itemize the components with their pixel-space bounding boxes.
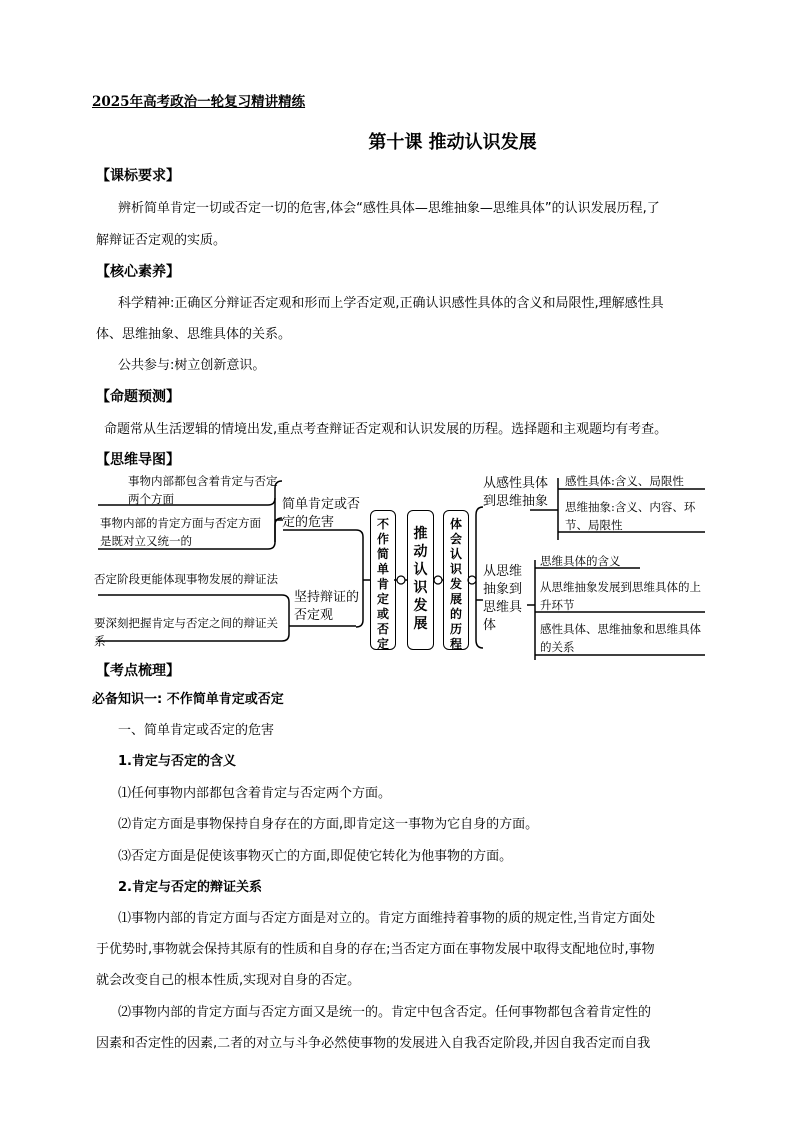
mindmap-right-leaf-1: 感性具体:含义、局限性 xyxy=(565,474,684,488)
point-2-1b: 于优势时,事物就会保持其原有的性质和自身的存在;当否定方面在事物发展中取得支配地位时,事物 xyxy=(96,942,655,957)
section-heading-curriculum: 【课标要求】 xyxy=(96,168,180,184)
curriculum-line1: 辨析简单肯定一切或否定一切的危害,体会“感性具体—思维抽象—思维具体”的认识发展历程,了 xyxy=(118,201,660,216)
section-heading-prediction: 【命题预测】 xyxy=(96,389,180,405)
prediction-line1: 命题常从生活逻辑的情境出发,重点考查辩证否定观和认识发展的历程。选择题和主观题均有考查。 xyxy=(104,422,668,437)
section-heading-points: 【考点梳理】 xyxy=(96,663,180,679)
mindmap-left-branch-2: 坚持辩证的否定观 xyxy=(294,590,360,623)
point-2-1c: 就会改变自己的根本性质,实现对自身的否定。 xyxy=(96,973,361,988)
curriculum-line2: 解辩证否定观的实质。 xyxy=(96,233,227,248)
document-title: 2025年高考政治一轮复习精讲精练 xyxy=(92,94,306,110)
point-1-3: ⑶否定方面是促使该事物灭亡的方面,即促使它转化为他事物的方面。 xyxy=(118,849,513,864)
mindmap-right-leaf-3: 思维具体的含义 xyxy=(540,554,621,568)
point-1-2: ⑵肯定方面是事物保持自身存在的方面,即肯定这一事物为它自身的方面。 xyxy=(118,817,539,832)
mindmap-right-branch-2: 从思维抽象到思维具体 xyxy=(483,564,523,633)
mindmap-right-box: 体 会 认 识 发 展 的 历 程 xyxy=(443,510,469,650)
literacy-line1: 科学精神:正确区分辩证否定观和形而上学否定观,正确认识感性具体的含义和局限性,理解感性具 xyxy=(118,296,664,311)
mindmap-right-leaf-2: 思维抽象:含义、内容、环节、局限性 xyxy=(565,500,696,532)
item-heading-1: 1.肯定与否定的含义 xyxy=(118,754,236,769)
item-heading-2: 2.肯定与否定的辩证关系 xyxy=(118,880,262,895)
point-1-1: ⑴任何事物内部都包含着肯定与否定两个方面。 xyxy=(118,786,392,801)
section-heading-literacy: 【核心素养】 xyxy=(96,264,180,280)
literacy-line3: 公共参与:树立创新意识。 xyxy=(118,358,266,373)
mindmap-left-leaf-4: 要深刻把握肯定与否定之间的辩证关系 xyxy=(94,616,278,648)
literacy-line2: 体、思维抽象、思维具体的关系。 xyxy=(96,327,292,342)
mindmap-right-branch-1: 从感性具体到思维抽象 xyxy=(483,476,549,509)
mindmap-center-box: 推 动 认 识 发 展 xyxy=(407,510,434,650)
subheading-1: 一、简单肯定或否定的危害 xyxy=(118,723,275,738)
mindmap-left-branch-1: 简单肯定或否定的危害 xyxy=(282,497,361,530)
mindmap-right-leaf-5: 感性具体、思维抽象和思维具体的关系 xyxy=(540,622,701,654)
section-heading-mindmap: 【思维导图】 xyxy=(96,452,180,468)
mindmap-left-leaf-2: 事物内部的肯定方面与否定方面是既对立又统一的 xyxy=(100,516,261,548)
mindmap-left-leaf-1: 事物内部都包含着肯定与否定两个方面 xyxy=(128,474,278,506)
point-2-2a: ⑵事物内部的肯定方面与否定方面又是统一的。肯定中包含否定。任何事物都包含着肯定性的 xyxy=(118,1005,652,1020)
mindmap-left-box: 不 作 简 单 肯 定 或 否 定 xyxy=(370,510,396,650)
lesson-title: 第十课 推动认识发展 xyxy=(368,132,537,153)
knowledge-heading-1: 必备知识一: 不作简单肯定或否定 xyxy=(92,692,284,707)
point-2-1a: ⑴事物内部的肯定方面与否定方面是对立的。肯定方面维持着事物的质的规定性,当肯定方面处 xyxy=(118,911,656,926)
mindmap-left-leaf-3: 否定阶段更能体现事物发展的辩证法 xyxy=(94,572,278,586)
mindmap-right-leaf-4: 从思维抽象发展到思维具体的上升环节 xyxy=(540,580,701,612)
point-2-2b: 因素和否定性的因素,二者的对立与斗争必然使事物的发展进入自我否定阶段,并因自我否定而自我 xyxy=(96,1036,651,1051)
